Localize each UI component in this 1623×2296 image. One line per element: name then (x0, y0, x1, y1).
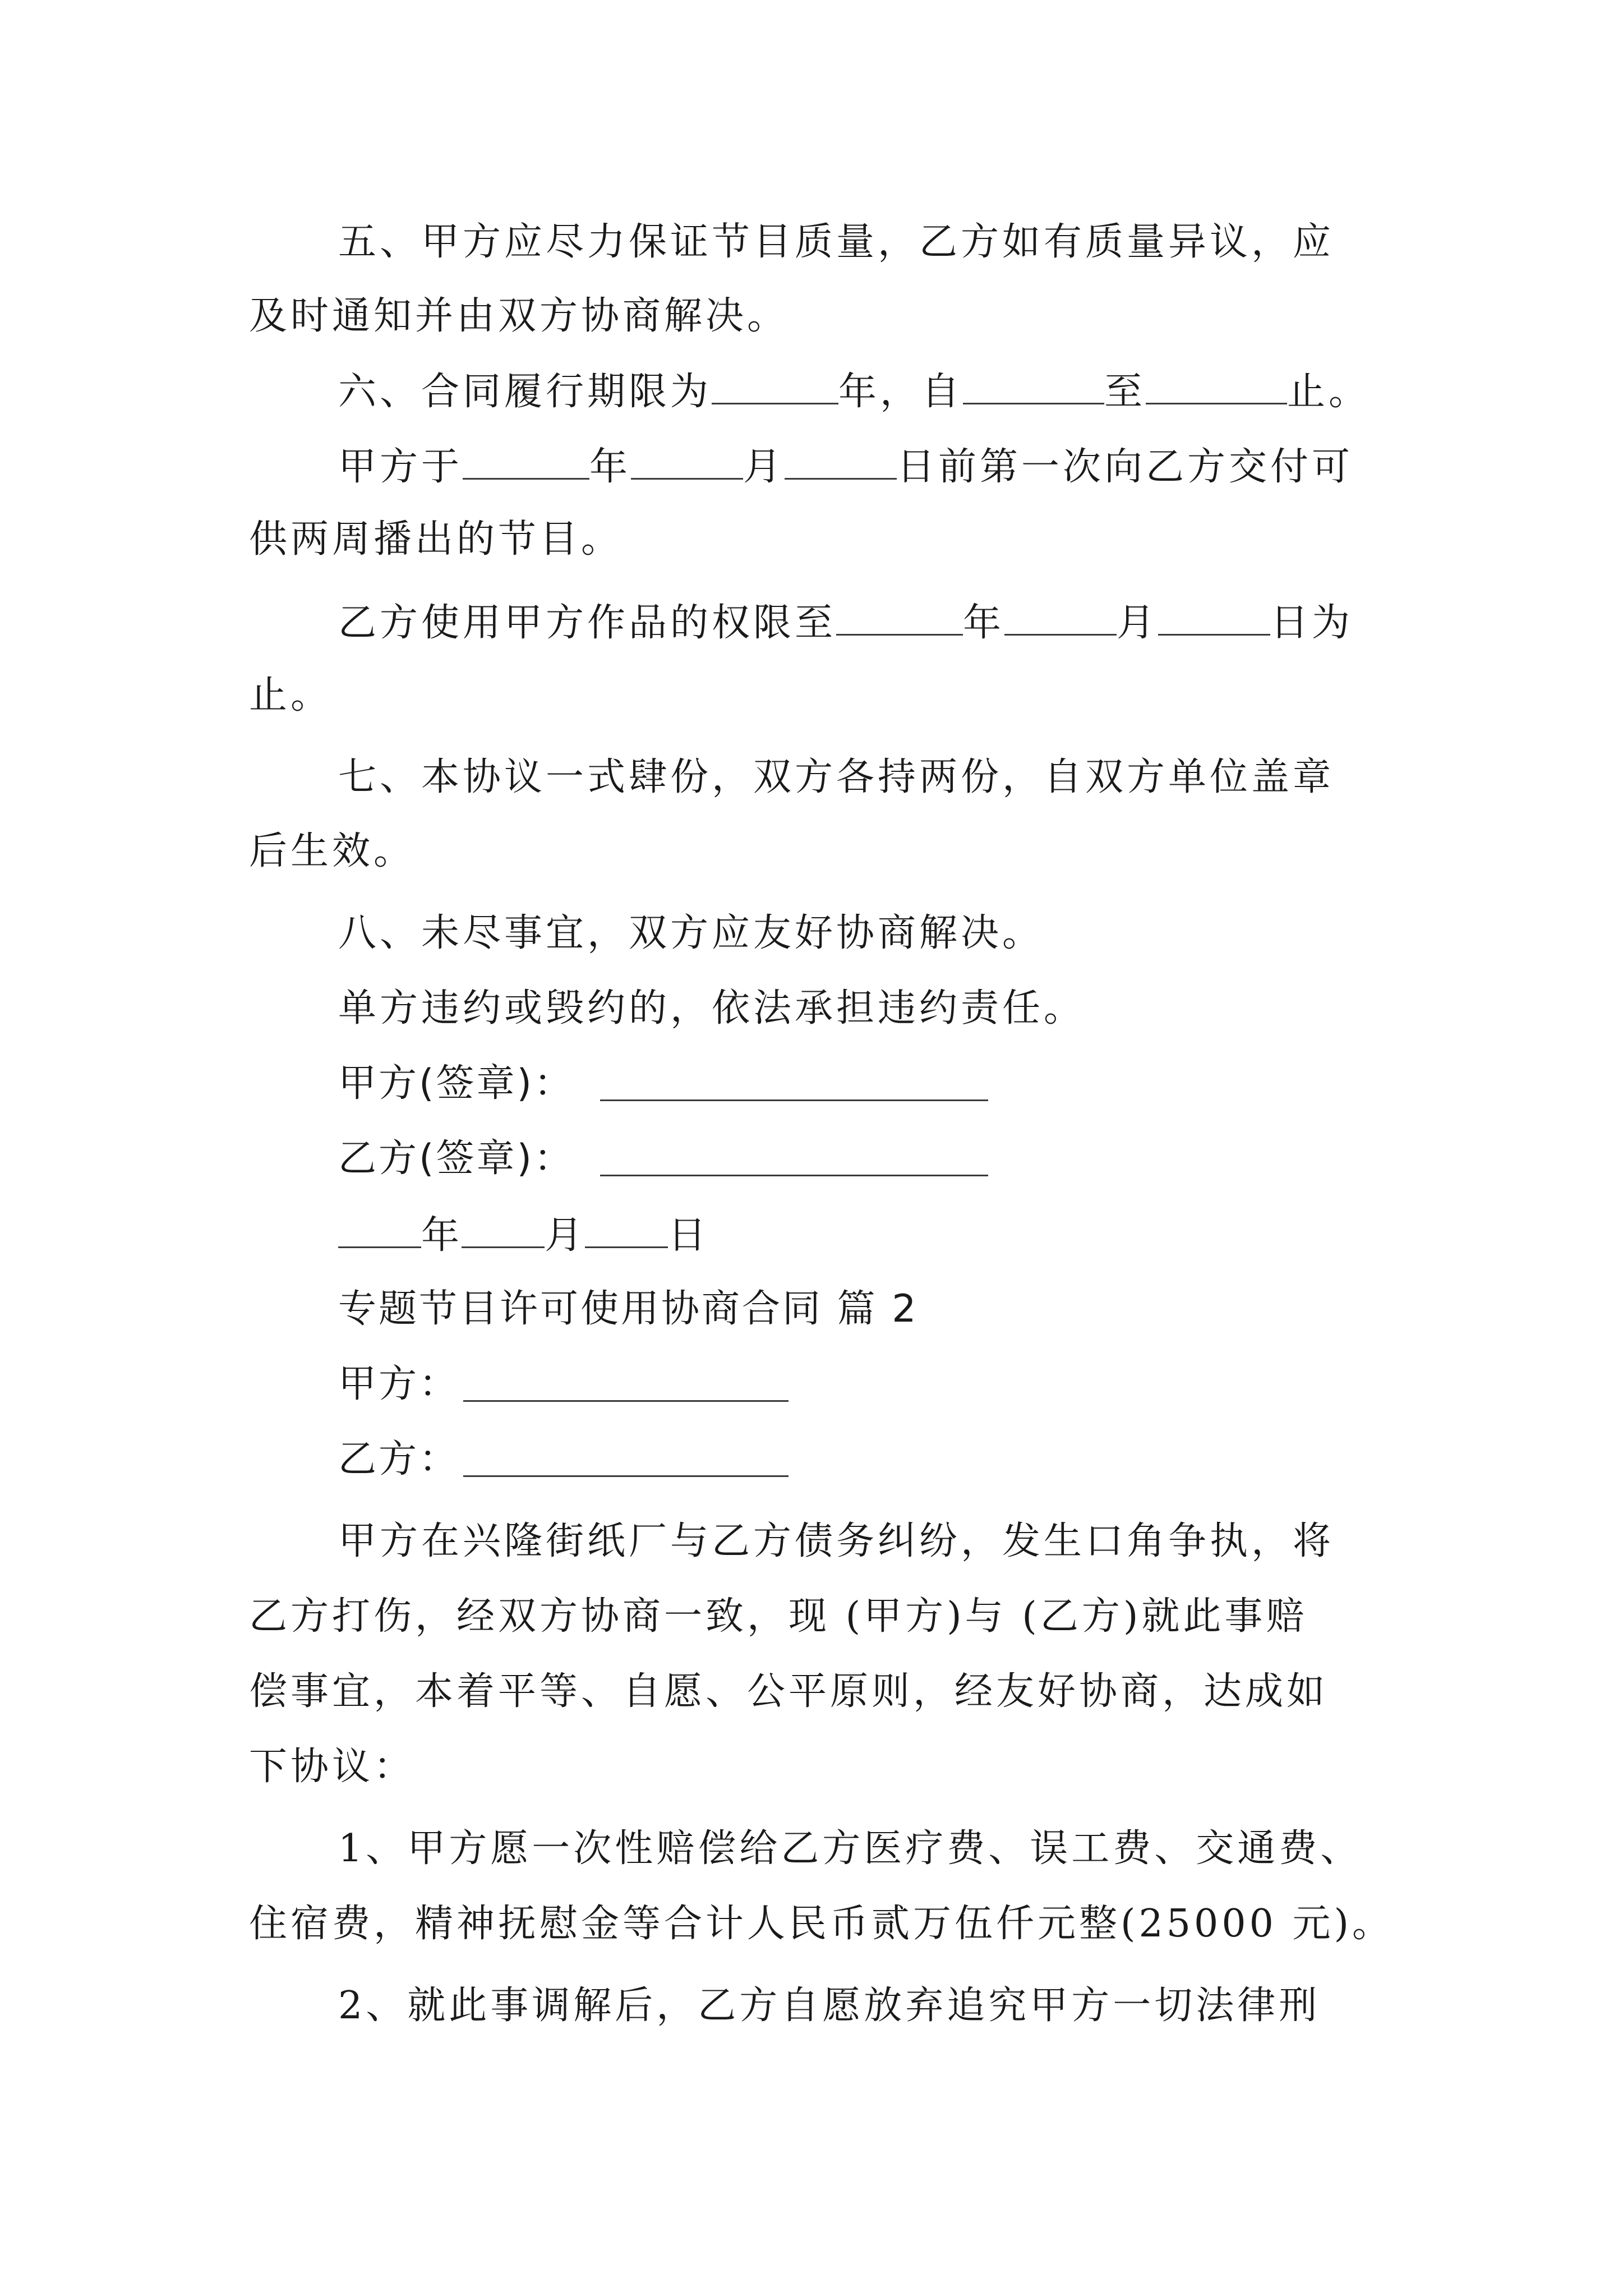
part2-intro-line4: 下协议： (249, 1745, 416, 1789)
date-year-unit: 年 (421, 1213, 462, 1258)
part2-intro-line3: 偿事宜，本着平等、自愿、公平原则，经友好协商，达成如 (249, 1669, 1329, 1714)
rights-label: 乙方使用甲方作品的权限至 (338, 601, 837, 645)
section6-delivery-line (338, 443, 1353, 490)
part2-title: 专题节目许可使用协商合同 篇 2 (338, 1287, 919, 1331)
term-start-blank (963, 368, 1104, 404)
section5-line1: 五、甲方应尽力保证节目质量，乙方如有质量异议，应 (338, 220, 1335, 264)
rights-year-blank (836, 599, 963, 636)
part2-item1-line2: 住宿费，精神抚慰金等合计人民币贰万伍仟元整(25000 元)。 (249, 1902, 1394, 1946)
part2-party-a-label: 甲方： (338, 1362, 460, 1406)
delivery-year-blank (463, 443, 589, 480)
rights-end: 日为 (1270, 601, 1354, 645)
section6-term-line (338, 368, 1370, 415)
section5-line2: 及时通知并由双方协商解决。 (249, 294, 789, 338)
date-day-blank (585, 1212, 668, 1248)
date-month-blank (462, 1212, 545, 1248)
part2-party-b-label: 乙方： (338, 1437, 460, 1481)
section7-line1: 七、本协议一式肆份，双方各持两份，自双方单位盖章 (338, 755, 1335, 799)
part2-item1-line1: 1、甲方愿一次性赔偿给乙方医疗费、误工费、交通费、 (338, 1826, 1362, 1871)
part2-item2-line1: 2、就此事调解后，乙方自愿放弃追究甲方一切法律刑 (338, 1984, 1321, 2028)
rights-day-blank (1158, 599, 1270, 636)
party-b-signature-label: 乙方(签章)： (338, 1137, 575, 1181)
part2-intro-line1: 甲方在兴隆街纸厂与乙方债务纠纷，发生口角争执，将 (338, 1519, 1335, 1563)
part2-party-b-line (463, 1475, 789, 1477)
term-label: 六、合同履行期限为 (338, 370, 712, 414)
section6-rights-line (338, 599, 1353, 646)
rights-month-unit: 月 (1117, 601, 1159, 645)
term-year-unit: 年，自 (838, 370, 963, 414)
rights-year-unit: 年 (963, 601, 1005, 645)
part2-intro-line2: 乙方打伤，经双方协商一致，现 (甲方)与 (乙方)就此事赔 (249, 1594, 1308, 1639)
delivery-month-blank (631, 443, 743, 480)
party-a-signature-label: 甲方(签章)： (338, 1061, 575, 1106)
section8-line2: 单方违约或毁约的，依法承担违约责任。 (338, 986, 1086, 1030)
term-end: 止。 (1287, 370, 1371, 414)
party-a-signature-line (600, 1099, 988, 1101)
delivery-month-unit: 月 (743, 445, 785, 489)
date-month-unit: 月 (545, 1213, 585, 1258)
term-years-blank (712, 368, 838, 404)
section6-delivery-line2: 供两周播出的节目。 (249, 517, 623, 562)
delivery-rest: 日前第一次向乙方交付可 (897, 445, 1354, 489)
section6-rights-line2: 止。 (249, 673, 333, 717)
signature-date-line (338, 1212, 708, 1258)
part2-party-a-line (463, 1400, 789, 1402)
term-end-blank (1146, 368, 1287, 404)
delivery-label: 甲方于 (338, 445, 463, 489)
rights-month-blank (1004, 599, 1117, 636)
section8-line1: 八、未尽事宜，双方应友好协商解决。 (338, 911, 1044, 955)
section7-line2: 后生效。 (249, 829, 416, 873)
delivery-year-unit: 年 (589, 445, 631, 489)
party-b-signature-line (600, 1175, 988, 1176)
delivery-day-blank (785, 443, 897, 480)
date-day-unit: 日 (668, 1213, 709, 1258)
term-to: 至 (1104, 370, 1146, 414)
date-year-blank (338, 1212, 421, 1248)
